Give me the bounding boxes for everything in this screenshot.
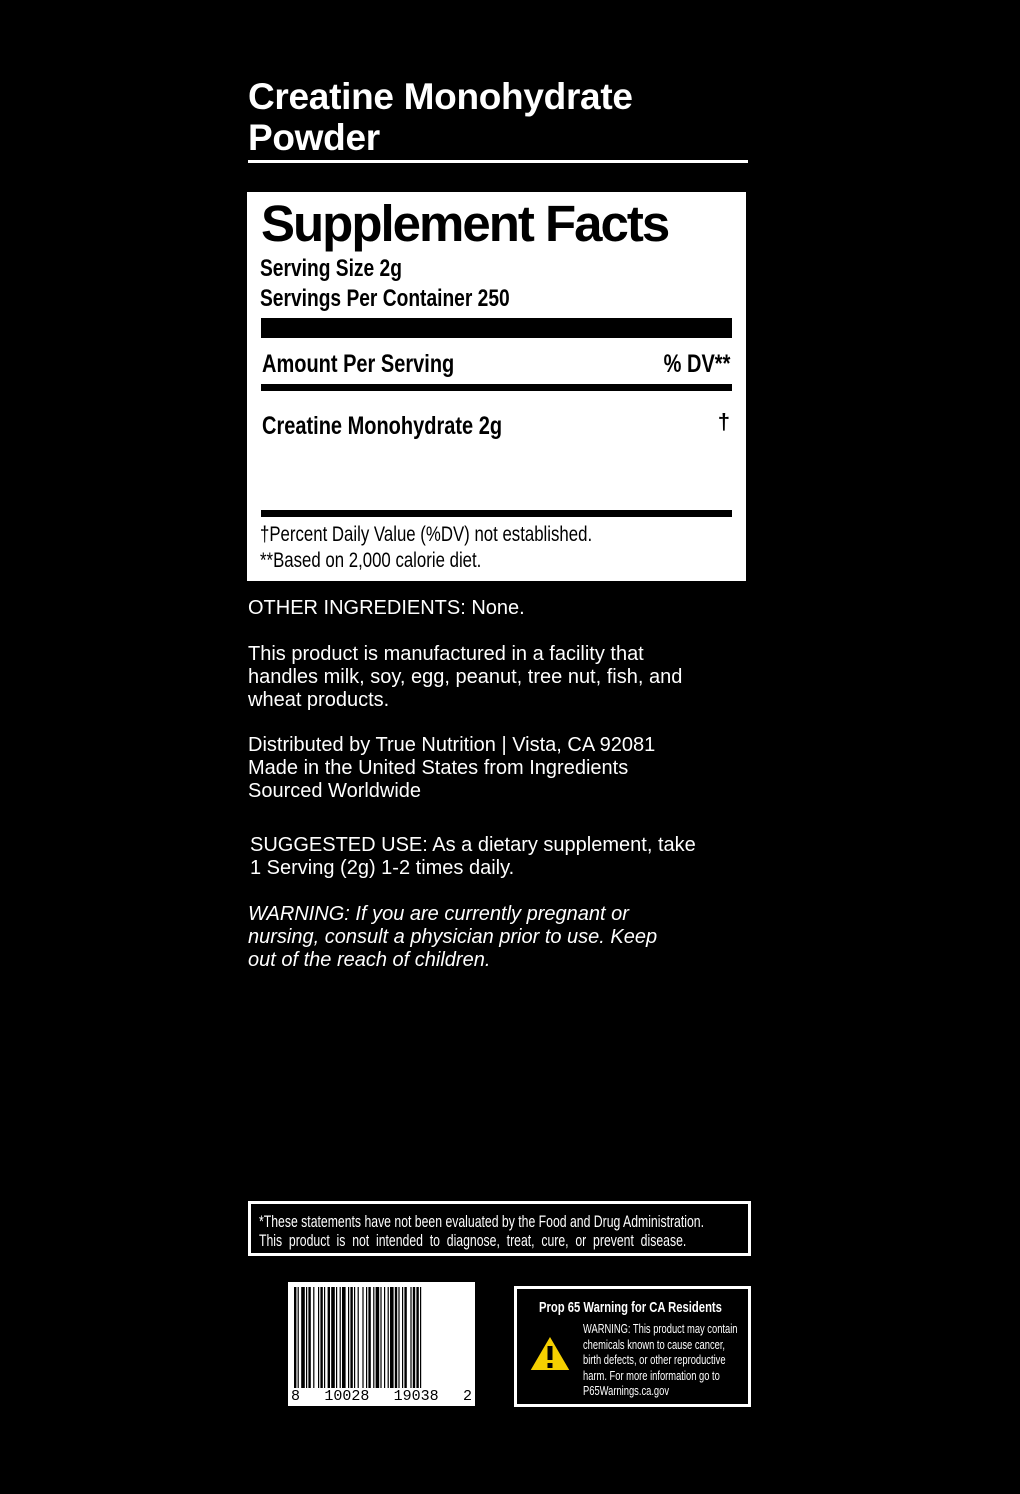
fda-disclaimer	[248, 1201, 751, 1256]
distributor-line: Sourced Worldwide	[248, 780, 422, 802]
barcode-bar	[368, 1287, 370, 1391]
dv-header: % DV**	[663, 350, 730, 378]
barcode-digit-group: 2	[462, 1388, 472, 1405]
prop65-line: birth defects, or other reproductive	[583, 1352, 726, 1368]
barcode-bar	[362, 1287, 363, 1391]
warning-line: nursing, consult a physician prior to use. Keep	[248, 926, 658, 948]
barcode-bar	[340, 1287, 341, 1391]
distributor-line: Distributed by True Nutrition | Vista, CA 92081	[248, 734, 656, 756]
barcode-bar	[324, 1287, 325, 1391]
barcode-bar	[376, 1287, 380, 1391]
barcode-bar	[320, 1287, 322, 1391]
barcode-bar	[308, 1287, 310, 1391]
barcode-bar	[358, 1287, 359, 1391]
suggested-use-line: SUGGESTED USE: As a dietary supplement, take	[250, 834, 696, 856]
barcode-bar	[366, 1287, 367, 1391]
distributor-line: Made in the United States from Ingredients	[248, 757, 629, 779]
warning-text	[248, 903, 738, 972]
warning-triangle-icon	[527, 1333, 573, 1373]
barcode-digit-group: 10028	[324, 1388, 370, 1405]
product-title	[248, 76, 748, 158]
product-title-line1: Creatine Monohydrate	[248, 76, 633, 117]
barcode-digit-group: 8	[291, 1388, 301, 1405]
allergen-line: handles milk, soy, egg, peanut, tree nut, fish, and	[248, 666, 683, 688]
suggested-use	[250, 834, 770, 880]
prop65-line: P65Warnings.ca.gov	[583, 1383, 670, 1399]
title-divider	[248, 160, 748, 163]
allergen-line: wheat products.	[248, 689, 390, 711]
barcode-bar	[420, 1287, 421, 1391]
barcode-bar	[373, 1287, 374, 1391]
barcode-bar	[348, 1287, 349, 1391]
barcode-bar	[402, 1287, 403, 1391]
barcode-bar	[354, 1287, 355, 1391]
fda-line: *These statements have not been evaluated by the Food and Drug Administration.	[259, 1212, 705, 1231]
barcode-bar	[298, 1287, 299, 1391]
prop65-line: WARNING: This product may contain	[583, 1321, 738, 1336]
prop65-line: harm. For more information go to	[583, 1367, 720, 1383]
product-title-line2: Powder	[248, 117, 380, 158]
barcode-bar	[398, 1287, 399, 1391]
footnote-calorie: **Based on 2,000 calorie diet.	[260, 549, 482, 572]
footnote-dv: †Percent Daily Value (%DV) not established.	[260, 523, 593, 546]
facts-mid-rule	[261, 384, 732, 391]
amount-per-serving-header: Amount Per Serving	[262, 350, 455, 378]
distributor-info	[248, 734, 768, 803]
supplement-facts-panel	[247, 192, 746, 581]
serving-size: Serving Size 2g	[260, 255, 402, 282]
prop65-body	[583, 1321, 738, 1399]
barcode-digit-group: 19038	[393, 1388, 439, 1405]
prop65-title: Prop 65 Warning for CA Residents	[539, 1299, 722, 1316]
ingredient-row: Creatine Monohydrate 2g	[262, 412, 503, 440]
servings-per-container: Servings Per Container 250	[260, 285, 510, 312]
barcode-bar	[301, 1287, 305, 1391]
barcode-bar	[342, 1287, 346, 1391]
suggested-use-line: 1 Serving (2g) 1-2 times daily.	[250, 857, 515, 879]
warning-line: WARNING: If you are currently pregnant or	[248, 903, 629, 925]
barcode-bar	[416, 1287, 418, 1391]
barcode-bar	[318, 1287, 319, 1391]
prop65-warning-box	[514, 1286, 751, 1407]
barcode	[288, 1282, 475, 1406]
facts-thick-rule	[261, 318, 732, 338]
barcode-bar	[388, 1287, 389, 1391]
barcode-digits	[290, 1388, 473, 1405]
barcode-bar	[336, 1287, 337, 1391]
barcode-bar	[350, 1287, 352, 1391]
barcode-bar	[328, 1287, 330, 1391]
fda-line: This product is not intended to diagnose, treat, cure, or prevent disease.	[259, 1231, 687, 1250]
barcode-bar	[410, 1287, 411, 1391]
other-ingredients: OTHER INGREDIENTS: None.	[248, 597, 525, 619]
ingredient-dv: †	[717, 409, 730, 434]
barcode-bar	[331, 1287, 335, 1391]
barcode-bar	[390, 1287, 394, 1391]
barcode-bar	[294, 1287, 296, 1391]
allergen-statement	[248, 643, 758, 712]
barcode-bar	[395, 1287, 397, 1391]
barcode-bar	[306, 1287, 307, 1391]
facts-heading: Supplement Facts	[261, 195, 669, 252]
allergen-line: This product is manufactured in a facility that	[248, 643, 644, 665]
facts-bottom-rule	[261, 510, 732, 517]
warning-line: out of the reach of children.	[248, 949, 491, 971]
barcode-bar	[413, 1287, 415, 1391]
barcode-bar	[380, 1287, 381, 1391]
prop65-line: chemicals known to cause cancer,	[583, 1336, 726, 1352]
barcode-bar	[384, 1287, 385, 1391]
barcode-bar	[404, 1287, 406, 1391]
barcode-bar	[313, 1287, 314, 1391]
